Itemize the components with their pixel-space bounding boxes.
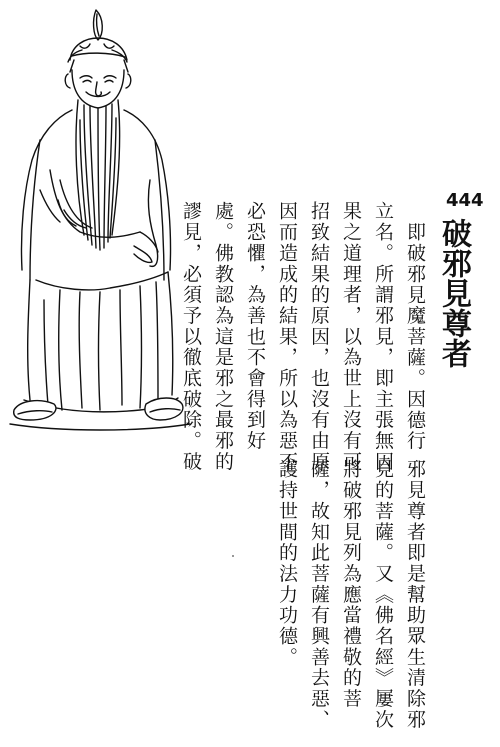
body-line: 邪見尊者即是幫助眾生清除邪 xyxy=(404,459,426,731)
body-line: 處。佛教認為這是邪之最邪的 xyxy=(212,201,234,473)
body-line: 見的菩薩。又《佛名經》屢次 xyxy=(372,459,394,731)
body-line: 必恐懼，為善也不會得到好 xyxy=(244,201,266,452)
body-line: 招致結果的原因，也沒有由原 xyxy=(308,201,330,473)
venerable-figure-illustration xyxy=(0,0,200,440)
body-line: 立名。所謂邪見，即主張無因 xyxy=(372,201,394,473)
body-line: 因而造成的結果，所以為惡不 xyxy=(276,201,298,473)
entry-title: 破邪見尊者 xyxy=(436,218,471,368)
print-speck xyxy=(232,555,234,557)
body-line: 薩，故知此菩薩有興善去惡、 xyxy=(308,459,330,731)
body-line: 果之道理者，以為世上沒有可 xyxy=(340,201,362,473)
body-line: 將破邪見列為應當禮敬的菩 xyxy=(340,459,362,710)
entry-number: 444 xyxy=(446,190,484,211)
body-line: 謬見，必須予以徹底破除。破 xyxy=(180,201,202,473)
body-line: 護持世間的法力功德。 xyxy=(276,459,298,668)
body-line: 即破邪見魔菩薩。因德行 xyxy=(404,222,426,452)
